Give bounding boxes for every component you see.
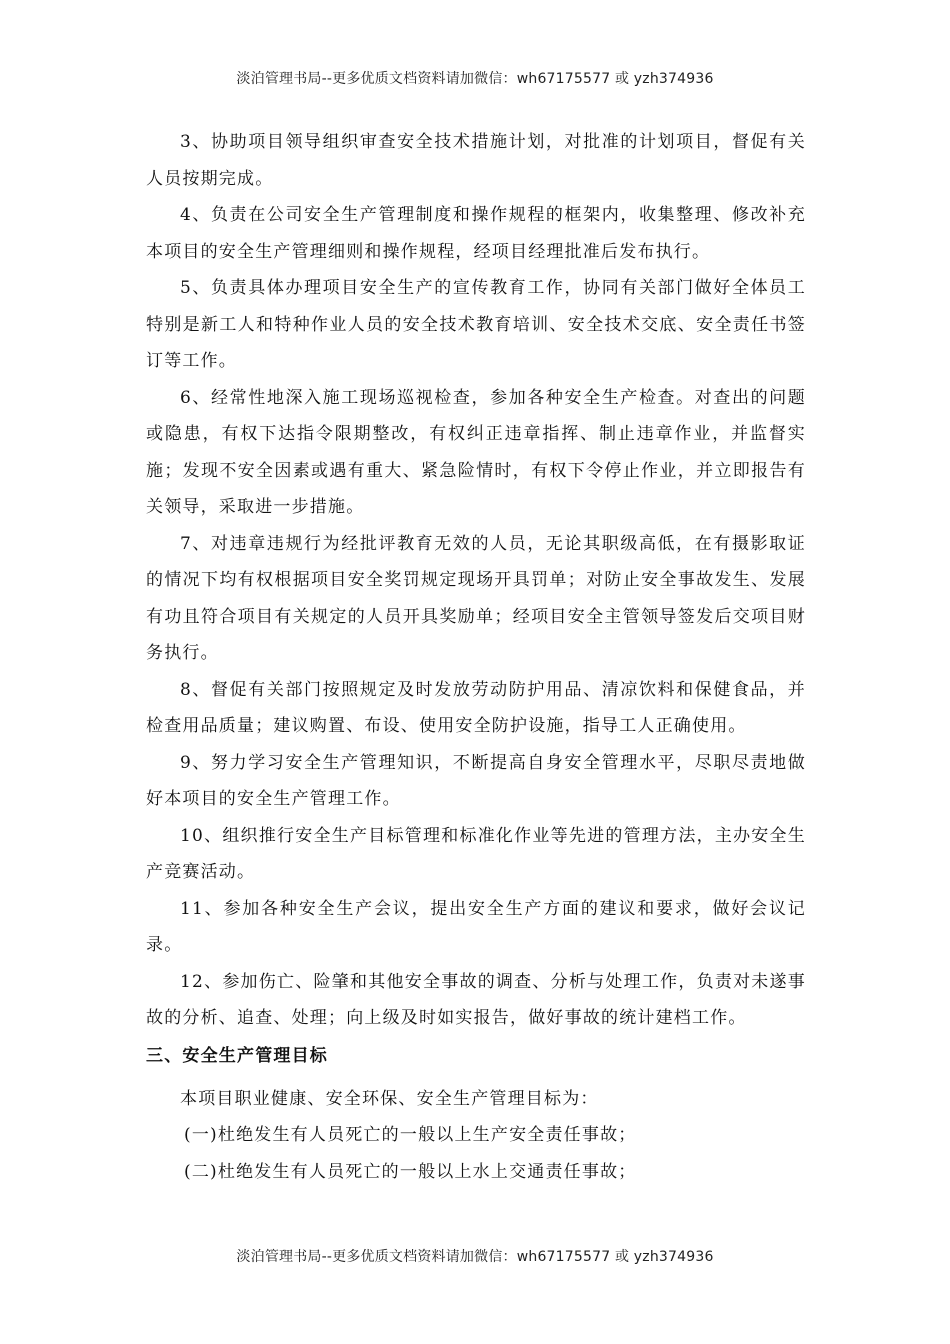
duty-item-12: 12、参加伤亡、险肇和其他安全事故的调查、分析与处理工作，负责对未遂事故的分析、追查、处理；向上级及时如实报告，做好事故的统计建档工作。 [146,971,806,1028]
section-intro: 本项目职业健康、安全环保、安全生产管理目标为： [180,1088,599,1109]
duty-item-4: 4、负责在公司安全生产管理制度和操作规程的框架内，收集整理、修改补充本项目的安全生产管理细则和操作规程，经项目经理批准后发布执行。 [146,205,806,262]
duty-item-7: 7、对违章违规行为经批评教育无效的人员，无论其职级高低，在有摄影取证的情况下均有权根据项目安全奖罚规定现场开具罚单；对防止安全事故发生、发展有功且符合项目有关规定的人员开具奖励单；经项目安全主管领导签发后交项目财务执行。 [146,533,806,663]
section-heading: 三、安全生产管理目标 [146,1045,328,1066]
duty-item-5: 5、负责具体办理项目安全生产的宣传教育工作，协同有关部门做好全体员工特别是新工人和特种作业人员的安全技术教育培训、安全技术交底、安全责任书签订等工作。 [146,278,806,371]
duty-item-10: 10、组织推行安全生产目标管理和标准化作业等先进的管理方法，主办安全生产竞赛活动。 [146,825,806,882]
page-footer: 淡泊管理书局--更多优质文档资料请加微信：wh67175577 或 yzh374936 [236,1249,714,1265]
duty-item-6: 6、经常性地深入施工现场巡视检查，参加各种安全生产检查。对查出的问题或隐患，有权下达指令限期整改，有权纠正违章指挥、制止违章作业，并监督实施；发现不安全因素或遇有重大、紧急险情时，有权下令停止作业，并立即报告有关领导，采取进一步措施。 [146,387,806,517]
duty-item-3: 3、协助项目领导组织审查安全技术措施计划，对批准的计划项目，督促有关人员按期完成。 [146,132,806,189]
target-item-1: (一)杜绝发生有人员死亡的一般以上生产安全责任事故； [184,1125,637,1145]
duty-item-11: 11、参加各种安全生产会议，提出安全生产方面的建议和要求，做好会议记录。 [146,898,806,955]
page-header: 淡泊管理书局--更多优质文档资料请加微信：wh67175577 或 yzh374936 [236,71,714,87]
target-item-2: (二)杜绝发生有人员死亡的一般以上水上交通责任事故； [184,1161,637,1182]
duty-item-9: 9、努力学习安全生产管理知识，不断提高自身安全管理水平，尽职尽责地做好本项目的安全生产管理工作。 [146,752,806,809]
document-body [146,124,806,1190]
duty-item-8: 8、督促有关部门按照规定及时发放劳动防护用品、清凉饮料和保健食品，并检查用品质量；建议购置、布设、使用安全防护设施，指导工人正确使用。 [146,679,806,736]
